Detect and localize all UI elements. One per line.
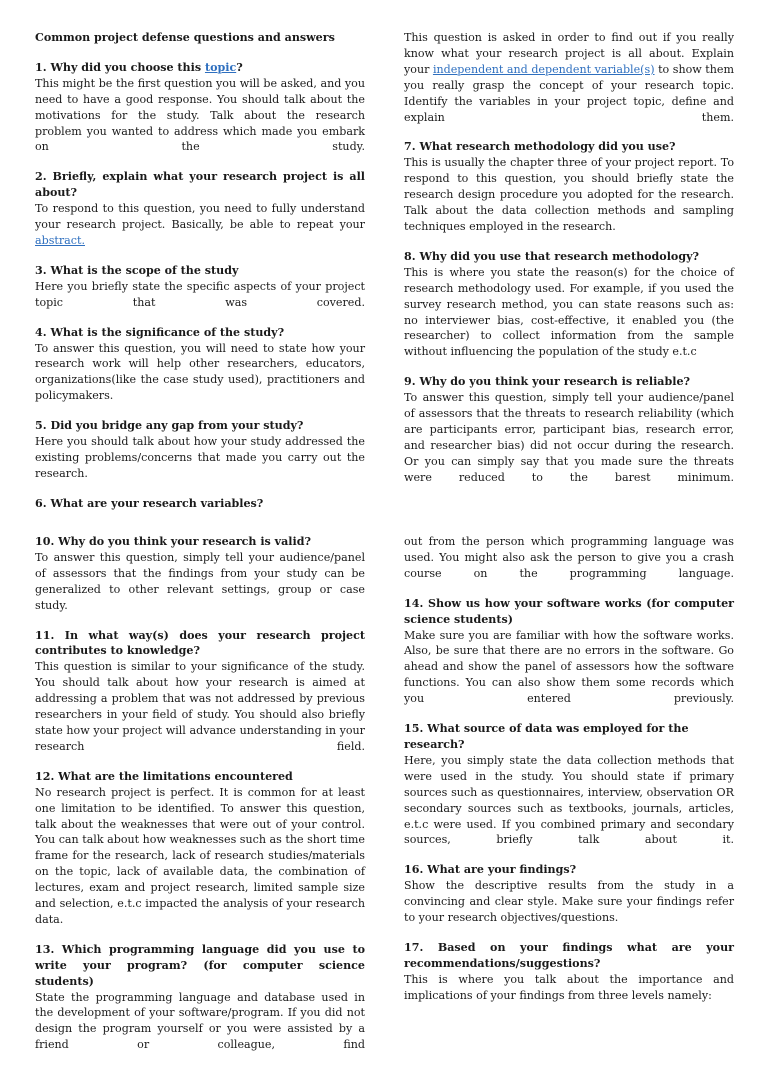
question-17-title: 17. Based on your findings what are your recommendations/suggestions?	[404, 940, 734, 970]
question-13-answer-continued: out from the person which programming language was used. You might also ask the person to give you a crash course on the programming language.	[404, 535, 734, 580]
question-14	[404, 596, 734, 707]
question-2-answer: To respond to this question, you need to fully understand your research project. Basically, be able to repeat your abstract.	[35, 202, 365, 247]
question-1	[35, 60, 365, 155]
question-2-title: 2. Briefly, explain what your research project is all about?	[35, 170, 365, 200]
question-9-title: 9. Why do you think your research is reliable?	[404, 375, 690, 389]
question-7-title: 7. What research methodology did you use?	[404, 140, 676, 154]
question-8-title: 8. Why did you use that research methodology?	[404, 249, 700, 263]
bottom-left-column	[35, 534, 365, 1067]
question-7	[404, 139, 734, 234]
question-14-title: 14. Show us how your software works (for computer science students)	[404, 596, 734, 626]
question-10-title: 10. Why do you think your research is valid?	[35, 535, 311, 548]
page-top	[0, 0, 768, 510]
question-1-answer: This might be the first question you will be asked, and you need to have a good response. You should talk about the motivations for the study. Talk about the research problem you wanted to address which made you embark on the study.	[35, 76, 365, 154]
question-12	[35, 769, 365, 928]
question-5-answer: Here you should talk about how your study addressed the existing problems/concerns that made you carry out the research.	[35, 435, 365, 480]
question-15-title: 15. What source of data was employed for the research?	[404, 722, 689, 751]
variables-link[interactable]: independent and dependent variable(s)	[432, 62, 655, 76]
question-11	[35, 628, 365, 755]
question-6-title: 6. What are your research variables?	[35, 496, 264, 510]
question-17-answer: This is where you talk about the importance and implications of your findings from three levels namely:	[404, 972, 734, 1002]
question-4-answer: To answer this question, you will need to state how your research work will help other researchers, educators, organizations(like the case study used), practitioners and policymakers.	[35, 341, 365, 403]
topic-link[interactable]: topic	[204, 60, 237, 74]
question-15	[404, 721, 734, 848]
abstract-link[interactable]: abstract.	[35, 233, 85, 247]
document-title: Common project defense questions and answers	[35, 31, 335, 44]
question-5-title: 5. Did you bridge any gap from your study?	[35, 419, 304, 433]
question-11-answer: This question is similar to your significance of the study. You should talk about how your research is aimed at addressing a problem that was not addressed by previous researchers in your field of study. You should also briefly state how your project will advance understanding in your research field.	[35, 660, 365, 753]
question-7-answer: This is usually the chapter three of your project report. To respond to this question, you should briefly state the research design procedure you adopted for the research. Talk about the data collection methods and sampling techniques employed in the research.	[404, 156, 734, 233]
top-left-column	[35, 30, 365, 526]
question-3	[35, 263, 365, 311]
question-11-title: 11. In what way(s) does your research project contributes to knowledge?	[35, 628, 365, 658]
question-3-title: 3. What is the scope of the study	[35, 263, 239, 277]
question-16-answer: Show the descriptive results from the study in a convincing and clear style. Make sure your findings refer to your research objectives/questions.	[404, 879, 734, 925]
question-13-answer: State the programming language and database used in the development of your software/program. If you did not design the program yourself or you were assisted by a friend or colleague, find	[35, 990, 365, 1052]
question-16-title: 16. What are your findings?	[404, 863, 577, 877]
top-right-column	[404, 30, 734, 500]
page-bottom	[0, 512, 768, 1052]
question-13-title: 13. Which programming language did you use to write your program? (for computer science students)	[35, 942, 365, 988]
question-10-answer: To answer this question, simply tell your audience/panel of assessors that the findings from your study can be generalized to other relevant settings, group or case study.	[35, 550, 365, 612]
question-10	[35, 534, 365, 614]
question-14-answer: Make sure you are familiar with how the software works. Also, be sure that there are no errors in the software. Go ahead and show the panel of assessors how the software functions. You can also show them some records which you entered previously.	[404, 628, 734, 706]
bottom-right-column	[404, 534, 734, 1018]
question-12-title: 12. What are the limitations encountered	[35, 769, 293, 783]
question-6-continued	[404, 30, 734, 125]
question-2	[35, 169, 365, 249]
question-3-answer: Here you briefly state the specific aspects of your project topic that was covered.	[35, 279, 365, 309]
question-13-continued	[404, 534, 734, 582]
question-5	[35, 418, 365, 482]
question-9-answer: To answer this question, simply tell your audience/panel of assessors that the threats to research reliability (which are participants error, participant bias, research error, and researcher bias) did not occur during the research. Or you can simply say that you made sure the threats were reduced to the barest minimum.	[404, 391, 734, 484]
question-6	[35, 496, 365, 512]
question-4	[35, 325, 365, 405]
question-13	[35, 942, 365, 1053]
question-16	[404, 862, 734, 926]
question-9	[404, 374, 734, 485]
question-6-answer: This question is asked in order to find out if you really know what your research project is all about. Explain your independent and dependent variable(s) to show them you really grasp the concept of your research topic. Identify the variables in your project topic, define and explain them.	[404, 31, 734, 124]
question-8-answer: This is where you state the reason(s) for the choice of research methodology used. For example, if you used the survey research method, you can state reasons such as: no interviewer bias, cost-effective, it enabled you (the researcher) to collect information from the sample without influencing the population of the study e.t.c	[404, 265, 734, 359]
question-8	[404, 249, 734, 360]
question-4-title: 4. What is the significance of the study?	[35, 325, 285, 339]
question-15-answer: Here, you simply state the data collection methods that were used in the study. You should state if primary sources such as questionnaires, interview, observation OR secondary sources such as textbooks, journals, articles, e.t.c were used. If you combined primary and secondary sources, briefly talk about it.	[404, 753, 734, 847]
question-12-answer: No research project is perfect. It is common for at least one limitation to be identified. To answer this question, talk about the weaknesses that were out of your control. You can talk about how weaknesses such as the short time frame for the research, lack of research studies/materials on the topic, lack of available data, the combination of lectures, exam and project research, limited sample size and selection, e.t.c impacted the analysis of your research data.	[35, 785, 365, 926]
question-1-title: 1. Why did you choose this topic?	[35, 60, 243, 74]
question-17	[404, 940, 734, 1004]
